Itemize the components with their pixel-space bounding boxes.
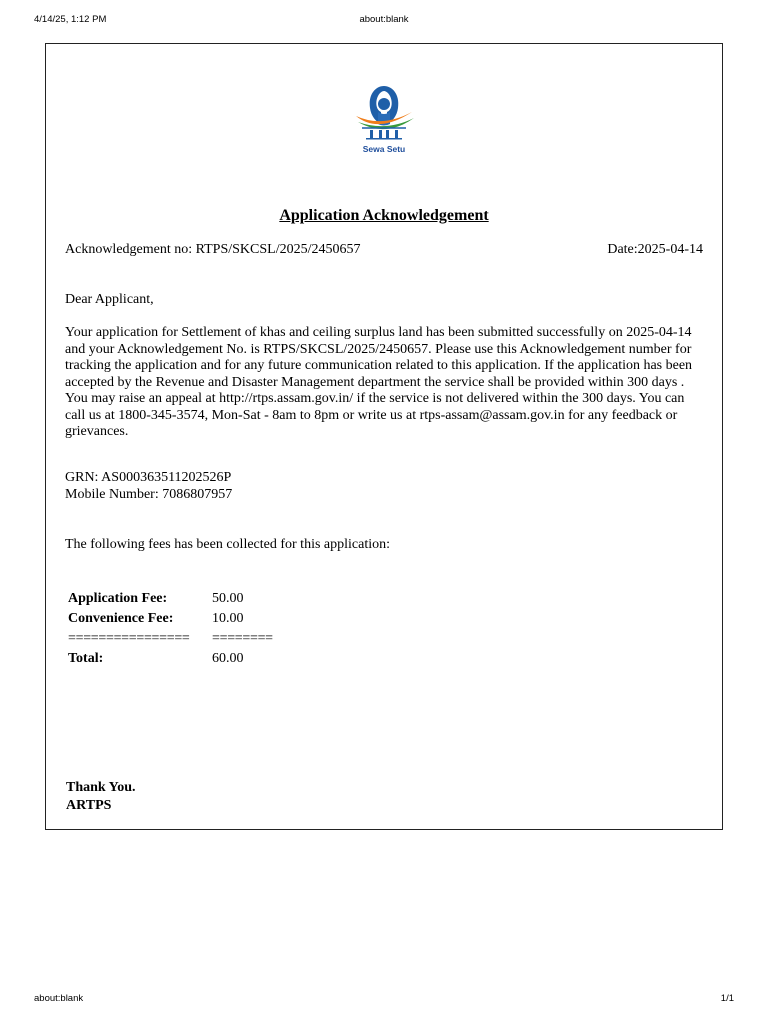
- sewa-setu-logo: [348, 82, 420, 164]
- fee-row-convenience: [68, 609, 273, 629]
- print-url: about:blank: [359, 14, 409, 25]
- fee-row-total: [68, 649, 273, 669]
- footer-url: about:blank: [34, 993, 84, 1004]
- page-title: Application Acknowledgement: [279, 207, 489, 224]
- print-datetime: 4/14/25, 1:12 PM: [34, 14, 107, 25]
- logo-wrap: [46, 82, 722, 164]
- total-value: 60.00: [212, 651, 244, 666]
- acknowledgement-date: Date:2025-04-14: [607, 242, 703, 257]
- acknowledgement-number: Acknowledgement no: RTPS/SKCSL/2025/2450657: [65, 242, 361, 257]
- page-number: 1/1: [720, 993, 734, 1004]
- signature: ARTPS: [66, 798, 112, 813]
- print-footer: [0, 993, 768, 1007]
- mobile-number: Mobile Number: 7086807957: [65, 487, 233, 502]
- logo-text: Sewa Setu: [362, 144, 406, 154]
- fee-row-application: [68, 589, 273, 609]
- acknowledgement-sheet: [45, 43, 723, 830]
- separator-right: ========: [212, 631, 273, 646]
- fees-intro: The following fees has been collected for this application:: [65, 537, 391, 552]
- thank-you: Thank You.: [66, 780, 136, 795]
- convenience-fee-value: 10.00: [212, 611, 244, 626]
- greeting: Dear Applicant,: [65, 292, 154, 307]
- application-fee-label: Application Fee:: [68, 591, 168, 606]
- total-label: Total:: [68, 651, 104, 666]
- print-header: [0, 14, 768, 28]
- fee-separator: [68, 629, 273, 649]
- grn-number: GRN: AS000363511202526P: [65, 470, 232, 485]
- fees-table: [68, 589, 273, 669]
- separator-left: ================: [68, 631, 190, 646]
- acknowledgement-row: [65, 242, 703, 258]
- closing: [66, 779, 136, 815]
- body-paragraph: Your application for Settlement of khas and ceiling surplus land has been submitted successfully on 2025-04-14 and your Acknowledgement No. is RTPS/SKCSL/2025/2450657. Please use this Acknowledgement number for tracking the application and for any future communication related to this application. If the application has been accepted by the Revenue and Disaster Management department the service shall be provided within 300 days . You may raise an appeal at http://rtps.assam.gov.in/ if the service is not delivered within the 300 days. You can call us at 1800-345-3574, Mon-Sat - 8am to 8pm or write us at rtps-assam@assam.gov.in for any feedback or grievances.: [65, 325, 693, 439]
- sewa-setu-emblem-icon: [348, 82, 420, 144]
- application-fee-value: 50.00: [212, 591, 244, 606]
- convenience-fee-label: Convenience Fee:: [68, 611, 174, 626]
